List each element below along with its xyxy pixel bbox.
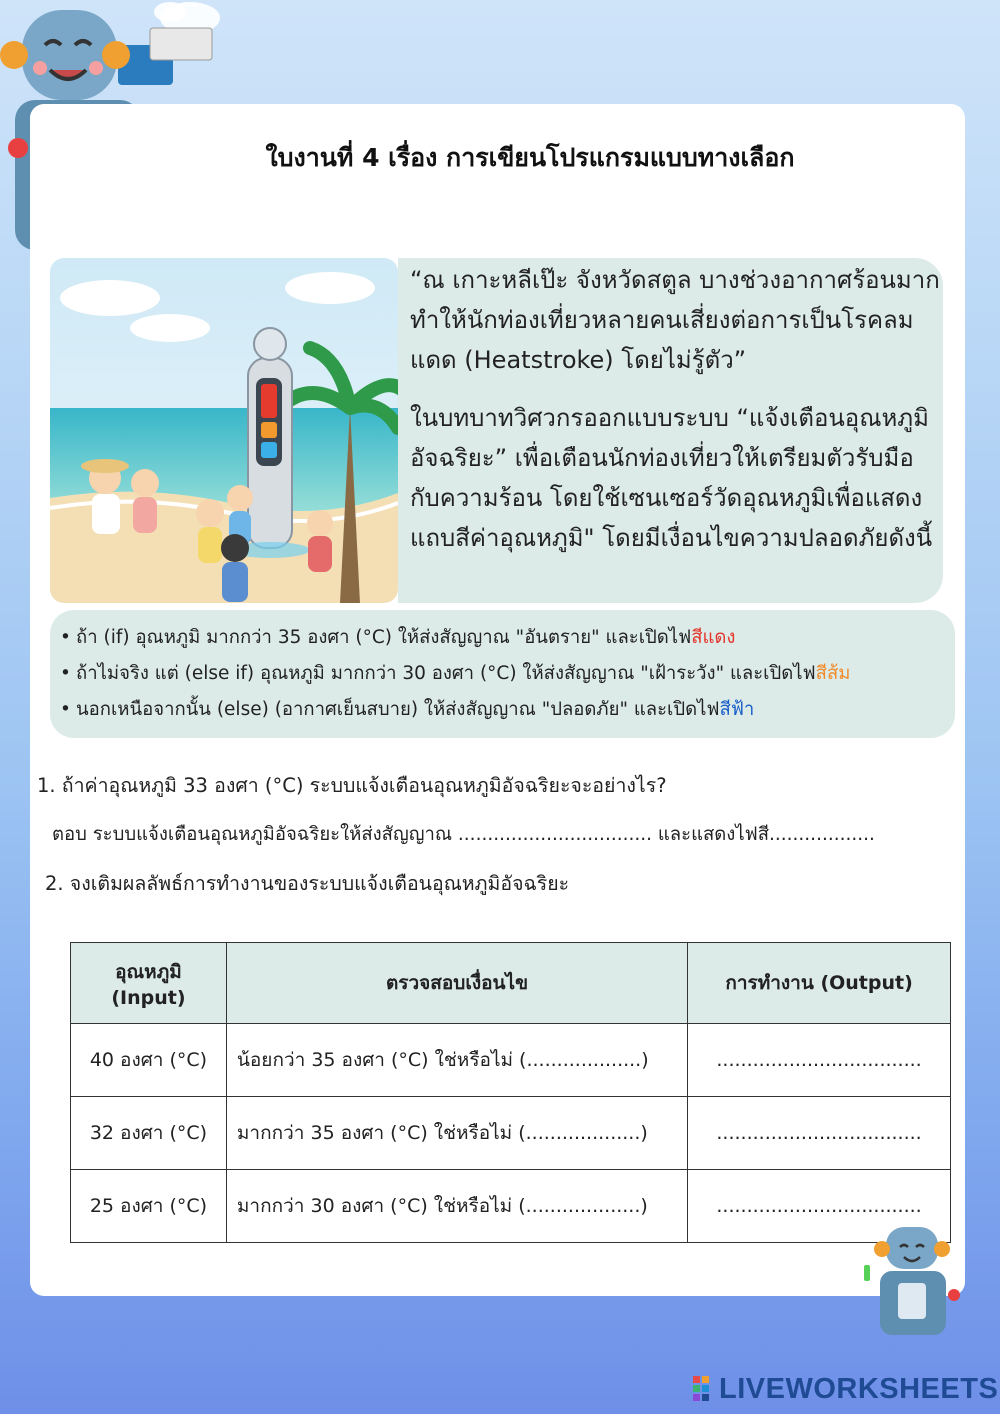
liveworksheets-logo xyxy=(693,1372,998,1406)
story-quote: “ณ เกาะหลีเป๊ะ จังหวัดสตูล บางช่วงอากาศร้อนมาก ทำให้นักท่องเที่ยวหลายคนเสี่ยงต่อการเป็นโรคลมแดด (Heatstroke) โดยไม่รู้ตัว” xyxy=(410,266,940,374)
condition-text: ถ้า (if) อุณหภูมิ มากกว่า 35 องศา (°C) ให้ส่งสัญญาณ "อันตราย" และเปิดไฟ xyxy=(76,627,692,648)
condition-item xyxy=(60,656,850,692)
robot-illustration-bottom xyxy=(858,1225,970,1335)
bullet-icon: • xyxy=(60,663,71,684)
condition-item xyxy=(60,620,850,656)
header-check: ตรวจสอบเงื่อนไข xyxy=(226,943,687,1024)
condition-item xyxy=(60,692,850,728)
table-row xyxy=(71,1170,951,1243)
bullet-icon: • xyxy=(60,699,71,720)
cell-check[interactable]: มากกว่า 30 องศา (°C) ใช่หรือไม่ (...................) xyxy=(226,1170,687,1243)
cell-output[interactable]: .................................. xyxy=(688,1024,951,1097)
table-row xyxy=(71,1097,951,1170)
results-table xyxy=(70,942,951,1243)
story-task: ในบทบาทวิศวกรออกแบบระบบ “แจ้งเตือนอุณหภูมิอัจฉริยะ” เพื่อเตือนนักท่องเที่ยวให้เตรียมตัวรับมือกับความร้อน โดยใช้เซนเซอร์วัดอุณหภูมิเพื่อแสดงแถบสีค่าอุณหภูมิ" โดยมีเงื่อนไขความปลอดภัยดังนี้ xyxy=(410,404,933,552)
header-output: การทำงาน (Output) xyxy=(688,943,951,1024)
cell-temp: 25 องศา (°C) xyxy=(71,1170,227,1243)
liveworksheets-icon xyxy=(693,1376,719,1402)
color-word-red: สีแดง xyxy=(691,627,736,648)
condition-text: นอกเหนือจากนั้น (else) (อากาศเย็นสบาย) ให้ส่งสัญญาณ "ปลอดภัย" และเปิดไฟ xyxy=(76,699,720,720)
cell-check[interactable]: มากกว่า 35 องศา (°C) ใช่หรือไม่ (...................) xyxy=(226,1097,687,1170)
conditions-box xyxy=(50,610,955,738)
table-header-row xyxy=(71,943,951,1024)
question-2: 2. จงเติมผลลัพธ์การทำงานของระบบแจ้งเตือนอุณหภูมิอัจฉริยะ xyxy=(45,872,570,895)
question-1: 1. ถ้าค่าอุณหภูมิ 33 องศา (°C) ระบบแจ้งเตือนอุณหภูมิอัจฉริยะจะอย่างไร? xyxy=(37,774,667,797)
color-word-blue: สีฟ้า xyxy=(719,699,755,720)
cell-temp: 40 องศา (°C) xyxy=(71,1024,227,1097)
color-word-orange: สีส้ม xyxy=(815,663,851,684)
table-row xyxy=(71,1024,951,1097)
header-input: อุณหภูมิ (Input) xyxy=(71,943,227,1024)
cell-output[interactable]: .................................. xyxy=(688,1097,951,1170)
cell-check[interactable]: น้อยกว่า 35 องศา (°C) ใช่หรือไม่ (...................) xyxy=(226,1024,687,1097)
condition-text: ถ้าไม่จริง แต่ (else if) อุณหภูมิ มากกว่า 30 องศา (°C) ให้ส่งสัญญาณ "เฝ้าระวัง" และเปิดไฟ xyxy=(76,663,816,684)
beach-illustration xyxy=(50,258,398,603)
cell-output[interactable]: .................................. xyxy=(688,1170,951,1243)
bullet-icon: • xyxy=(60,627,71,648)
answer-1-line[interactable]: ตอบ ระบบแจ้งเตือนอุณหภูมิอัจฉริยะให้ส่งสัญญาณ ................................. และแสดงไฟสี.................. xyxy=(52,824,875,845)
cell-temp: 32 องศา (°C) xyxy=(71,1097,227,1170)
story-box xyxy=(398,258,943,603)
brand-text: LIVEWORKSHEETS xyxy=(719,1372,999,1405)
worksheet-title: ใบงานที่ 4 เรื่อง การเขียนโปรแกรมแบบทางเลือก xyxy=(265,143,795,172)
